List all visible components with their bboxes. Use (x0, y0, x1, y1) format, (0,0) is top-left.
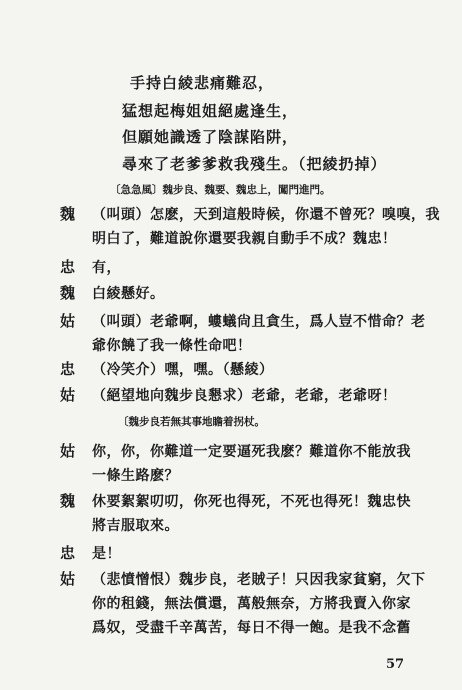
text-line: 爺你饒了我一條性命吧！ (92, 338, 252, 354)
dialogue-text (92, 203, 452, 251)
speaker: 姑 (60, 312, 76, 330)
dialogue-text (92, 490, 452, 538)
dialogue-text (92, 310, 452, 358)
speaker: 魏 (60, 205, 76, 223)
text-line: 明白了，難道說你還要我親自動手不成？魏忠！ (92, 231, 397, 247)
verse-line-1: 手持白綾悲痛難忍， (130, 74, 275, 92)
text-line: 將吉服取來。 (92, 518, 179, 534)
speaker: 魏 (60, 284, 76, 302)
speaker: 姑 (60, 570, 76, 588)
dialogue-text (92, 358, 452, 382)
dialogue-text (92, 542, 452, 566)
speaker: 忠 (60, 544, 76, 562)
verse-line-4: 尋來了老爹爹救我殘生。（把綾扔掉） (122, 155, 387, 173)
page-number: 57 (386, 657, 405, 672)
text-line: （叫頭）老爺啊，螻蟻尙且貪生，爲人豈不惜命？老 (92, 314, 426, 330)
text-line: 白綾懸好。 (92, 286, 165, 302)
speaker: 魏 (60, 492, 76, 510)
text-line: 爲奴，受盡千辛萬苦，每日不得一飽。是我不念舊 (92, 620, 411, 636)
stage-direction: 〔魏步良若無其事地瞻着拐杖。 (118, 416, 265, 428)
text-line: 是！ (92, 546, 121, 562)
stage-direction: 〔急急風〕魏步良、魏要、魏忠上，闖門進門。 (110, 184, 331, 196)
verse-line-2: 猛想起梅姐姐絕處逢生， (122, 102, 299, 120)
text-line: （悲憤憎恨）魏步良，老賊子！只因我家貧窮，欠下 (92, 572, 426, 588)
text-line: （叫頭）怎麽，天到這般時候，你還不曾死？嗅嗅，我 (92, 207, 440, 223)
speaker: 忠 (60, 258, 76, 276)
text-line: （絕望地向魏步良懇求）老爺，老爺，老爺呀！ (92, 388, 397, 404)
speaker: 姑 (60, 442, 76, 460)
text-line: 休要絮絮叨叨，你死也得死，不死也得死！魏忠快 (92, 494, 411, 510)
text-line: 你，你，你難道一定要逼死我麽？難道你不能放我 (92, 444, 411, 460)
text-line: （冷笑介）嘿，嘿。（懸綾） (92, 362, 274, 378)
text-line: 你的租錢，無法償還，萬般無奈，方將我賣入你家 (92, 596, 411, 612)
dialogue-text (92, 440, 452, 488)
dialogue-text (92, 256, 452, 280)
verse-line-3: 但願她識透了陰謀陷阱， (122, 128, 299, 146)
speaker: 姑 (60, 386, 76, 404)
dialogue-text (92, 568, 452, 640)
speaker: 忠 (60, 360, 76, 378)
text-line: 有， (92, 260, 121, 276)
text-line: 一條生路麽？ (92, 468, 179, 484)
dialogue-text (92, 384, 452, 408)
dialogue-text (92, 282, 452, 306)
